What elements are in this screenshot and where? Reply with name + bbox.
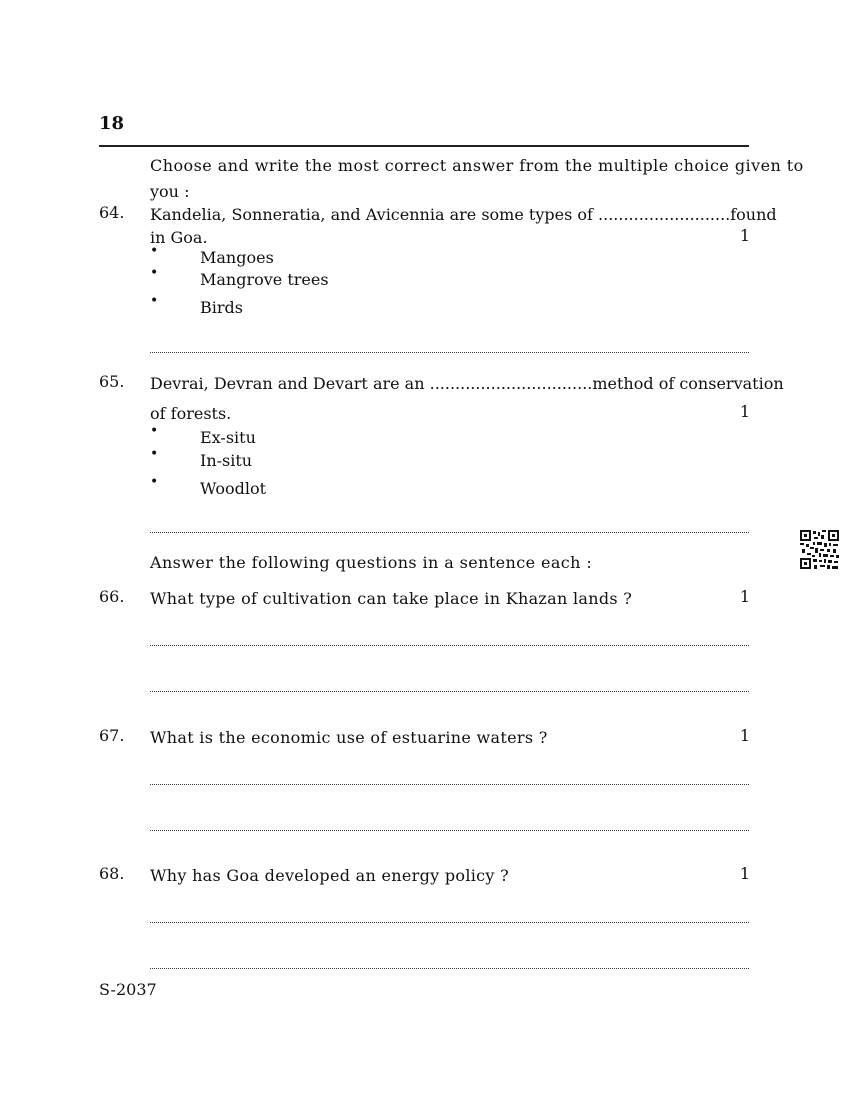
question-number-64: 64. xyxy=(99,203,125,222)
mcq-instruction xyxy=(150,154,804,178)
header-rule xyxy=(99,145,749,147)
answer-line-66b xyxy=(150,691,749,692)
qr-code-icon xyxy=(800,530,839,569)
question-number-65: 65. xyxy=(99,372,125,391)
answer-line-66a xyxy=(150,645,749,646)
question-64-text-before: Kandelia, Sonneratia, and Avicennia are some types of .......................... xyxy=(150,205,731,224)
question-64-text xyxy=(150,203,777,227)
bullet-icon: • xyxy=(150,423,159,439)
question-65-text-before: Devrai, Devran and Devart are an ................................ xyxy=(150,374,593,393)
answer-line-68b xyxy=(150,968,749,969)
answer-line-67b xyxy=(150,830,749,831)
question-65-line2: of forests. xyxy=(150,404,232,423)
bullet-icon: • xyxy=(150,474,159,490)
q65-option-2: In-situ xyxy=(200,451,253,470)
mcq-instruction-line2: you : xyxy=(150,182,190,201)
answer-line-65 xyxy=(150,532,749,533)
q64-option-1: Mangoes xyxy=(200,248,274,267)
bullet-icon: • xyxy=(150,293,159,309)
question-64-marks: 1 xyxy=(739,226,750,245)
question-number-66: 66. xyxy=(99,587,125,606)
question-66-marks: 1 xyxy=(739,587,750,606)
page-number: 18 xyxy=(99,113,125,134)
question-68-marks: 1 xyxy=(739,864,750,883)
question-66-text: What type of cultivation can take place in Khazan lands ? xyxy=(150,589,633,608)
question-number-67: 67. xyxy=(99,726,125,745)
mcq-instruction-line1: Choose and write the most correct answer from the multiple choice given to xyxy=(150,156,804,175)
question-64-text-after: found xyxy=(730,205,777,224)
q64-option-3: Birds xyxy=(200,298,243,317)
answer-line-64 xyxy=(150,352,749,353)
q64-option-2: Mangrove trees xyxy=(200,270,329,289)
question-65-text xyxy=(150,372,784,396)
bullet-icon: • xyxy=(150,243,159,259)
question-67-text: What is the economic use of estuarine waters ? xyxy=(150,728,548,747)
short-answer-instruction: Answer the following questions in a sentence each : xyxy=(150,553,593,572)
question-64-line2: in Goa. xyxy=(150,228,208,247)
answer-line-68a xyxy=(150,922,749,923)
footer-code: S-2037 xyxy=(99,980,157,999)
question-68-text: Why has Goa developed an energy policy ? xyxy=(150,866,510,885)
bullet-icon: • xyxy=(150,265,159,281)
question-65-text-after: method of conservation xyxy=(592,374,784,393)
q65-option-3: Woodlot xyxy=(200,479,267,498)
q65-option-1: Ex-situ xyxy=(200,428,256,447)
bullet-icon: • xyxy=(150,446,159,462)
answer-line-67a xyxy=(150,784,749,785)
question-number-68: 68. xyxy=(99,864,125,883)
question-65-marks: 1 xyxy=(739,402,750,421)
question-67-marks: 1 xyxy=(739,726,750,745)
